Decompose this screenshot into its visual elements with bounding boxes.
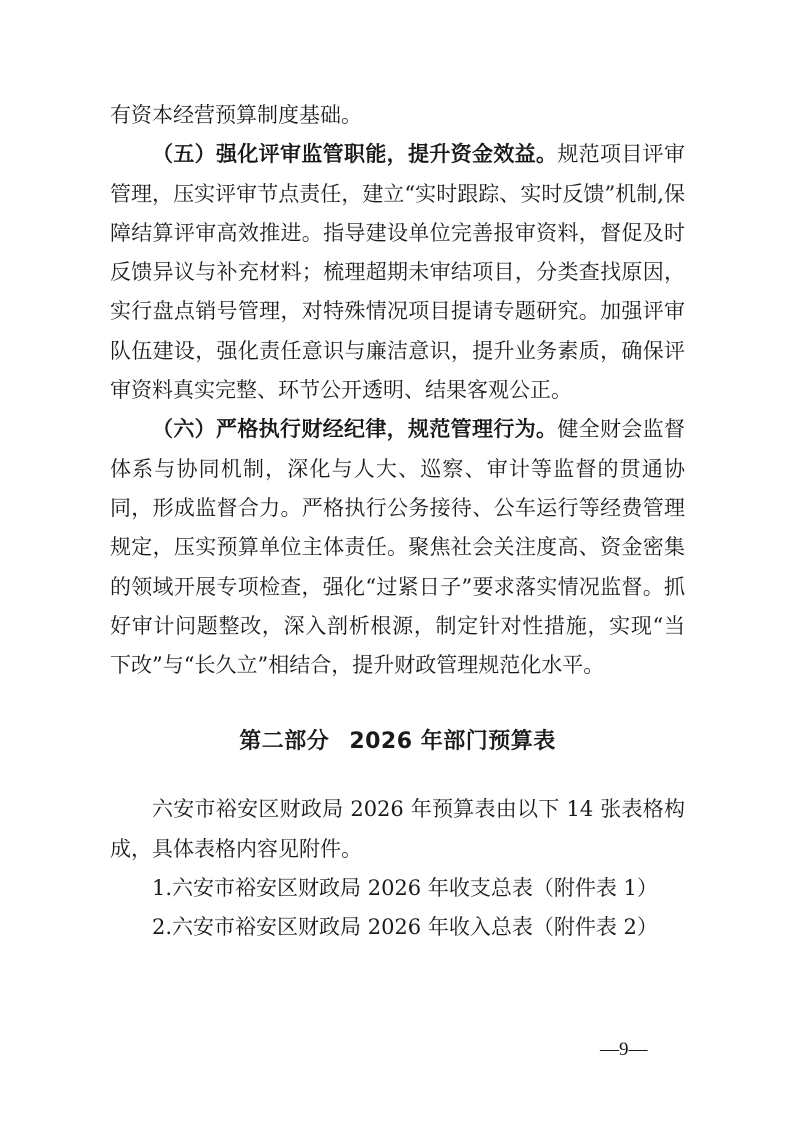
page-content [110, 96, 685, 948]
list-item-1: 1.六安市裕安区财政局 2026 年收支总表（附件表 1） [152, 876, 658, 901]
paragraph-5 [110, 135, 685, 410]
section-title-text: 2026 年部门预算表 [349, 729, 556, 755]
page-number: —9— [600, 1039, 648, 1060]
paragraph-5-heading: （五）强化评审监管职能，提升资金效益。 [152, 142, 558, 167]
continued-paragraph: 有资本经营预算制度基础。 [110, 103, 362, 127]
list-item-2: 2.六安市裕安区财政局 2026 年收入总表（附件表 2） [152, 915, 658, 940]
section-part: 第二部分 [239, 729, 330, 755]
paragraph-6-heading: （六）严格执行财经纪律，规范管理行为。 [152, 417, 558, 442]
intro-paragraph: 六安市裕安区财政局 2026 年预算表由以下 14 张表格构成，具体表格内容见附件。 [110, 797, 685, 861]
paragraph-5-text: 规范项目评审管理，压实评审节点责任，建立“实时跟踪、实时反馈”机制,保障结算评审高效推进。指导建设单位完善报审资料，督促及时反馈异议与补充材料；梳理超期未审结项目，分类查找原因，实行盘点销号管理，对特殊情况项目提请专题研究。加强评审队伍建设，强化责任意识与廉洁意识，提升业务素质，确保评审资料真实完整、环节公开透明、结果客观公正。 [110, 142, 686, 403]
paragraph-6-text: 健全财会监督体系与协同机制，深化与人大、巡察、审计等监督的贯通协同，形成监督合力。严格执行公务接待、公车运行等经费管理规定，压实预算单位主体责任。聚焦社会关注度高、资金密集的领域开展专项检查，强化“过紧日子”要求落实情况监督。抓好审计问题整改，深入剖析根源，制定针对性措施，实现“当下改”与“长久立”相结合，提升财政管理规范化水平。 [110, 417, 686, 678]
paragraph-6 [110, 410, 685, 685]
section-title [110, 722, 685, 762]
